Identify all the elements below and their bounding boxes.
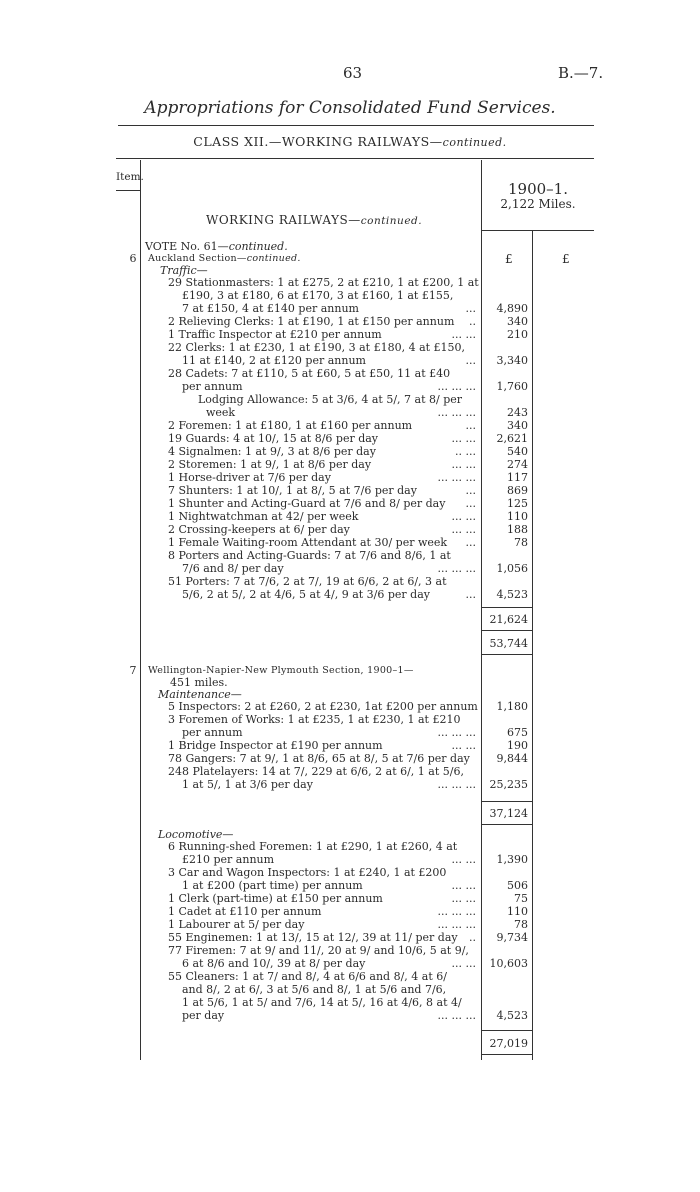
subsection-heading: Traffic— bbox=[160, 264, 208, 277]
line-item bbox=[0, 958, 700, 970]
line-item-amount: 110 bbox=[507, 510, 528, 523]
maintenance-total-rule-top bbox=[481, 801, 532, 802]
line-item-amount: 1,180 bbox=[496, 700, 528, 713]
line-item bbox=[0, 714, 700, 726]
line-item bbox=[0, 576, 700, 588]
line-item bbox=[0, 766, 700, 778]
line-item-amount: 3,340 bbox=[496, 354, 528, 367]
line-item-amount: 10,603 bbox=[489, 957, 528, 970]
line-item bbox=[0, 342, 700, 354]
line-item-amount: 4,523 bbox=[496, 588, 528, 601]
line-item bbox=[0, 753, 700, 765]
line-item-text: 7/6 and 8/ per day bbox=[182, 562, 284, 575]
line-item bbox=[0, 701, 700, 713]
line-item-text: 1 Female Waiting-room Attendant at 30/ per week bbox=[168, 536, 448, 549]
section-heading: Auckland Section—continued. bbox=[148, 253, 301, 264]
line-item bbox=[0, 329, 700, 341]
leader-dots: ... ... ... bbox=[437, 778, 476, 791]
leader-dots: ... ... bbox=[451, 432, 476, 445]
leader-dots: ... ... ... bbox=[437, 406, 476, 419]
leader-dots: ... ... bbox=[451, 853, 476, 866]
locomotive-heading: Locomotive— bbox=[158, 828, 234, 841]
line-item-text: 5 Inspectors: 2 at £260, 2 at £230, 1at £200 per annum bbox=[168, 700, 478, 713]
line-item bbox=[0, 984, 700, 996]
line-item bbox=[0, 498, 700, 510]
leader-dots: ... ... bbox=[451, 879, 476, 892]
line-item-amount: 4,890 bbox=[496, 302, 528, 315]
line-item bbox=[0, 854, 700, 866]
line-item bbox=[0, 407, 700, 419]
year-column-header: 1900–1. bbox=[508, 180, 568, 198]
line-item-text: 1 Shunter and Acting-Guard at 7/6 and 8/ per day bbox=[168, 497, 446, 510]
line-item bbox=[0, 524, 700, 536]
pound-sign-col2: £ bbox=[562, 252, 570, 266]
line-item-amount: 78 bbox=[514, 918, 528, 931]
leader-dots: ... ... ... bbox=[437, 1009, 476, 1022]
line-item-text: 55 Cleaners: 1 at 7/ and 8/, 4 at 6/6 and 8/, 4 at 6/ bbox=[168, 970, 447, 983]
line-item bbox=[0, 459, 700, 471]
total-rule-top bbox=[481, 630, 532, 631]
line-item-amount: 9,844 bbox=[496, 752, 528, 765]
maintenance-total: 37,124 bbox=[489, 807, 528, 820]
leader-dots: ... bbox=[465, 419, 476, 432]
item-number: 7 bbox=[129, 664, 137, 677]
line-item-text: 1 Horse-driver at 7/6 per day bbox=[168, 471, 331, 484]
line-item-amount: 340 bbox=[507, 315, 528, 328]
line-item bbox=[0, 290, 700, 302]
leader-dots: ... ... bbox=[451, 892, 476, 905]
line-item-text: per annum bbox=[182, 380, 243, 393]
line-item bbox=[0, 779, 700, 791]
page-title: Appropriations for Consolidated Fund Services. bbox=[144, 98, 556, 118]
line-item-amount: 25,235 bbox=[489, 778, 528, 791]
line-item-amount: 243 bbox=[507, 406, 528, 419]
line-item bbox=[0, 550, 700, 562]
line-item-text: 8 Porters and Acting-Guards: 7 at 7/6 and 8/6, 1 at bbox=[168, 549, 451, 562]
line-item-amount: 4,523 bbox=[496, 1009, 528, 1022]
line-item-text: 1 Traffic Inspector at £210 per annum bbox=[168, 328, 382, 341]
line-item bbox=[0, 740, 700, 752]
line-item bbox=[0, 355, 700, 367]
wellington-miles: 451 miles. bbox=[170, 676, 228, 689]
locomotive-total-rule-top bbox=[481, 1030, 532, 1031]
line-item bbox=[0, 880, 700, 892]
leader-dots: ... ... ... bbox=[437, 726, 476, 739]
locomotive-total-rule-bottom bbox=[481, 1054, 532, 1055]
line-item-text: 1 Nightwatchman at 42/ per week bbox=[168, 510, 359, 523]
line-item-amount: 9,734 bbox=[496, 931, 528, 944]
leader-dots: ... ... bbox=[451, 328, 476, 341]
line-item bbox=[0, 727, 700, 739]
line-item bbox=[0, 893, 700, 905]
leader-dots: ... ... ... bbox=[437, 918, 476, 931]
line-item-text: per day bbox=[182, 1009, 225, 1022]
line-item-text: 1 Clerk (part-time) at £150 per annum bbox=[168, 892, 383, 905]
line-item-amount: 1,056 bbox=[496, 562, 528, 575]
line-item-text: and 8/, 2 at 6/, 3 at 5/6 and 8/, 1 at 5/6 and 7/6, bbox=[182, 983, 447, 996]
locomotive-total: 27,019 bbox=[489, 1037, 528, 1050]
line-item-text: 7 at £150, 4 at £140 per annum bbox=[182, 302, 359, 315]
document-reference: B.—7. bbox=[558, 64, 604, 82]
line-item-amount: 675 bbox=[507, 726, 528, 739]
line-item bbox=[0, 537, 700, 549]
line-item-text: 19 Guards: 4 at 10/, 15 at 8/6 per day bbox=[168, 432, 379, 445]
line-item-text: 51 Porters: 7 at 7/6, 2 at 7/, 19 at 6/6, 2 at 6/, 3 at bbox=[168, 575, 447, 588]
line-item-text: 1 Cadet at £110 per annum bbox=[168, 905, 322, 918]
line-item-amount: 340 bbox=[507, 419, 528, 432]
line-item-text: 3 Car and Wagon Inspectors: 1 at £240, 1 at £200 bbox=[168, 866, 447, 879]
line-item-text: 6 at 8/6 and 10/, 39 at 8/ per day bbox=[182, 957, 366, 970]
line-item-amount: 110 bbox=[507, 905, 528, 918]
leader-dots: ... ... bbox=[451, 739, 476, 752]
item-column-header: Item. bbox=[116, 171, 144, 183]
line-item-amount: 1,760 bbox=[496, 380, 528, 393]
leader-dots: ... bbox=[465, 588, 476, 601]
line-item-text: 22 Clerks: 1 at £230, 1 at £190, 3 at £180, 4 at £150, bbox=[168, 341, 466, 354]
line-item bbox=[0, 563, 700, 575]
line-item-text: 5/6, 2 at 5/, 2 at 4/6, 5 at 4/, 9 at 3/6 per day bbox=[182, 588, 430, 601]
line-item bbox=[0, 472, 700, 484]
line-item-text: 29 Stationmasters: 1 at £275, 2 at £210, 1 at £200, 1 at bbox=[168, 276, 479, 289]
leader-dots: ... bbox=[465, 354, 476, 367]
leader-dots: ... ... bbox=[451, 458, 476, 471]
class-heading: CLASS XII.—WORKING RAILWAYS—continued. bbox=[193, 134, 507, 149]
total-rule-bottom bbox=[481, 654, 532, 655]
line-item-text: 1 at 5/, 1 at 3/6 per day bbox=[182, 778, 313, 791]
line-item bbox=[0, 316, 700, 328]
line-item-text: 2 Storemen: 1 at 9/, 1 at 8/6 per day bbox=[168, 458, 372, 471]
line-item-amount: 869 bbox=[507, 484, 528, 497]
line-item-text: 4 Signalmen: 1 at 9/, 3 at 8/6 per day bbox=[168, 445, 376, 458]
section-heading: Wellington-Napier-New Plymouth Section, 1900–1— bbox=[148, 665, 414, 676]
line-item bbox=[0, 932, 700, 944]
title-rule bbox=[118, 125, 594, 126]
vote-heading: VOTE No. 61—continued. bbox=[145, 240, 288, 253]
auckland-total: 53,744 bbox=[489, 637, 528, 650]
line-item bbox=[0, 446, 700, 458]
line-item-text: Lodging Allowance: 5 at 3/6, 4 at 5/, 7 at 8/ per bbox=[198, 393, 462, 406]
line-item-text: 2 Crossing-keepers at 6/ per day bbox=[168, 523, 350, 536]
line-item-amount: 210 bbox=[507, 328, 528, 341]
line-item-text: 78 Gangers: 7 at 9/, 1 at 8/6, 65 at 8/, 5 at 7/6 per day bbox=[168, 752, 470, 765]
line-item-amount: 190 bbox=[507, 739, 528, 752]
line-item-text: 248 Platelayers: 14 at 7/, 229 at 6/6, 2 at 6/, 1 at 5/6, bbox=[168, 765, 464, 778]
leader-dots: ... ... ... bbox=[437, 380, 476, 393]
line-item bbox=[0, 433, 700, 445]
line-item-text: £190, 3 at £180, 6 at £170, 3 at £160, 1 at £155, bbox=[182, 289, 454, 302]
item-head-rule bbox=[116, 190, 140, 191]
line-item-amount: 1,390 bbox=[496, 853, 528, 866]
line-item-text: 77 Firemen: 7 at 9/ and 11/, 20 at 9/ and 10/6, 5 at 9/, bbox=[168, 944, 469, 957]
leader-dots: ... ... bbox=[451, 957, 476, 970]
leader-dots: ... bbox=[465, 536, 476, 549]
leader-dots: ... bbox=[465, 497, 476, 510]
line-item bbox=[0, 303, 700, 315]
line-item-text: 11 at £140, 2 at £120 per annum bbox=[182, 354, 366, 367]
leader-dots: ... ... bbox=[451, 523, 476, 536]
line-item-text: 1 Bridge Inspector at £190 per annum bbox=[168, 739, 383, 752]
line-item-text: 2 Relieving Clerks: 1 at £190, 1 at £150 per annum bbox=[168, 315, 455, 328]
line-item bbox=[0, 368, 700, 380]
line-item-amount: 125 bbox=[507, 497, 528, 510]
line-item-text: 7 Shunters: 1 at 10/, 1 at 8/, 5 at 7/6 per day bbox=[168, 484, 417, 497]
leader-dots: ... ... ... bbox=[437, 562, 476, 575]
table-top-rule bbox=[116, 158, 594, 159]
leader-dots: .. bbox=[469, 315, 476, 328]
item-number: 6 bbox=[129, 252, 137, 265]
line-item-text: 3 Foremen of Works: 1 at £235, 1 at £230, 1 at £210 bbox=[168, 713, 461, 726]
auckland-subtotal: 21,624 bbox=[489, 613, 528, 626]
leader-dots: ... bbox=[465, 484, 476, 497]
line-item-text: 2 Foremen: 1 at £180, 1 at £160 per annum bbox=[168, 419, 413, 432]
line-item-text: 1 at 5/6, 1 at 5/ and 7/6, 14 at 5/, 16 at 4/6, 8 at 4/ bbox=[182, 996, 462, 1009]
line-item bbox=[0, 971, 700, 983]
subtotal-rule bbox=[481, 607, 532, 608]
miles-header: 2,122 Miles. bbox=[500, 197, 576, 211]
line-item bbox=[0, 277, 700, 289]
page-number: 63 bbox=[343, 64, 363, 82]
line-item-amount: 188 bbox=[507, 523, 528, 536]
leader-dots: .. bbox=[469, 931, 476, 944]
line-item bbox=[0, 867, 700, 879]
line-item bbox=[0, 381, 700, 393]
maintenance-total-rule-bottom bbox=[481, 824, 532, 825]
line-item-amount: 274 bbox=[507, 458, 528, 471]
line-item-amount: 506 bbox=[507, 879, 528, 892]
line-item bbox=[0, 841, 700, 853]
line-item-text: £210 per annum bbox=[182, 853, 275, 866]
line-item-text: 1 at £200 (part time) per annum bbox=[182, 879, 363, 892]
line-item-amount: 75 bbox=[514, 892, 528, 905]
line-item-amount: 78 bbox=[514, 536, 528, 549]
year-head-rule bbox=[481, 230, 594, 231]
line-item bbox=[0, 589, 700, 601]
line-item-text: 28 Cadets: 7 at £110, 5 at £60, 5 at £50, 11 at £40 bbox=[168, 367, 451, 380]
leader-dots: .. ... bbox=[455, 445, 476, 458]
line-item-text: 1 Labourer at 5/ per day bbox=[168, 918, 305, 931]
line-item-text: week bbox=[206, 406, 236, 419]
line-item bbox=[0, 1010, 700, 1022]
line-item bbox=[0, 511, 700, 523]
line-item-amount: 117 bbox=[507, 471, 528, 484]
leader-dots: ... bbox=[465, 302, 476, 315]
wellington-heading-row bbox=[0, 665, 700, 677]
line-item bbox=[0, 485, 700, 497]
section-subtitle: WORKING RAILWAYS—continued. bbox=[206, 213, 423, 227]
line-item bbox=[0, 394, 700, 406]
line-item-text: 55 Enginemen: 1 at 13/, 15 at 12/, 39 at 11/ per day bbox=[168, 931, 458, 944]
auckland-heading-row bbox=[0, 253, 700, 265]
line-item bbox=[0, 945, 700, 957]
line-item-text: per annum bbox=[182, 726, 243, 739]
maintenance-heading: Maintenance— bbox=[158, 688, 242, 701]
line-item-amount: 540 bbox=[507, 445, 528, 458]
pound-sign-col1: £ bbox=[505, 252, 513, 266]
line-item-amount: 2,621 bbox=[496, 432, 528, 445]
line-item bbox=[0, 906, 700, 918]
line-item-text: 6 Running-shed Foremen: 1 at £290, 1 at £260, 4 at bbox=[168, 840, 458, 853]
line-item bbox=[0, 919, 700, 931]
line-item bbox=[0, 997, 700, 1009]
leader-dots: ... ... ... bbox=[437, 471, 476, 484]
line-item bbox=[0, 420, 700, 432]
leader-dots: ... ... ... bbox=[437, 905, 476, 918]
leader-dots: ... ... bbox=[451, 510, 476, 523]
